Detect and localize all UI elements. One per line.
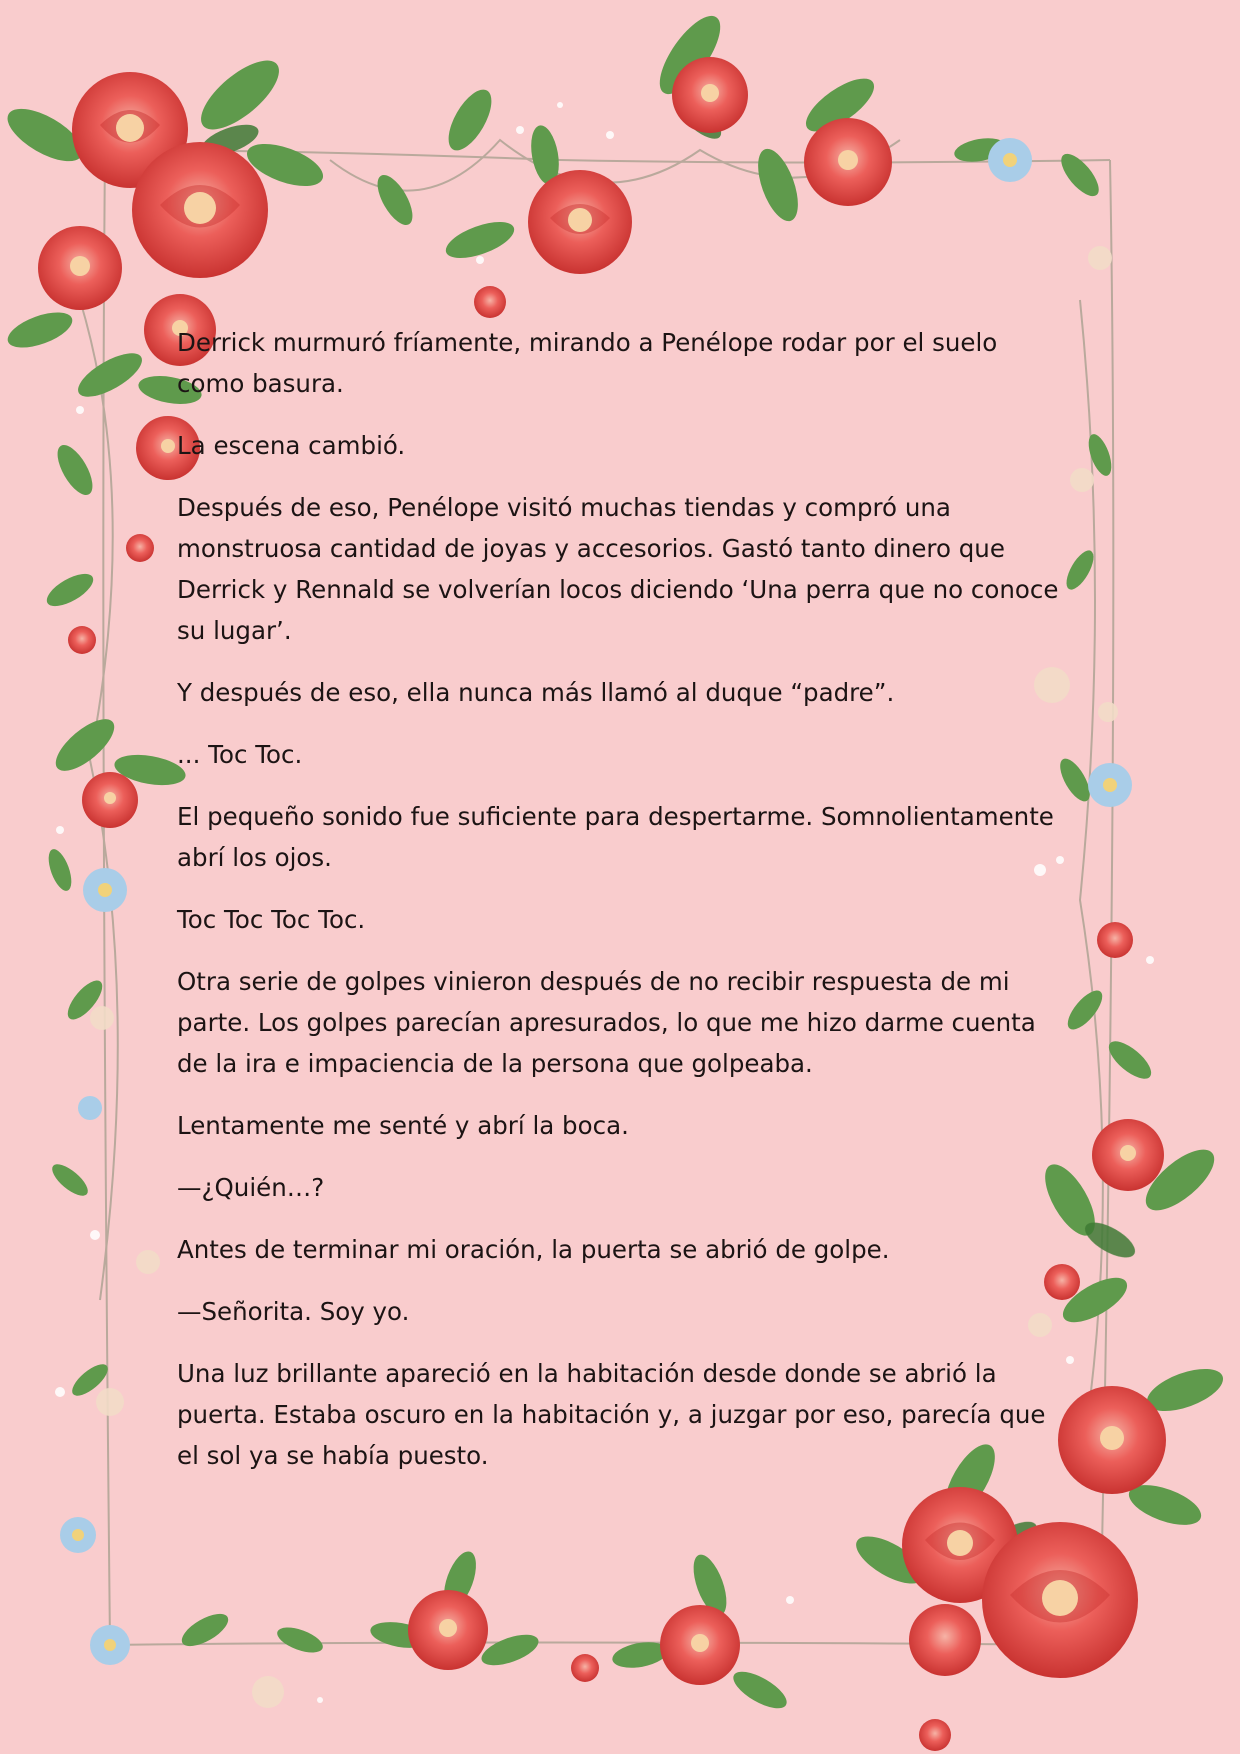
blue-flower	[90, 1625, 130, 1665]
paragraph: Una luz brillante apareció en la habitación desde donde se abrió la puerta. Estaba oscuro en la habitación y, a juzgar por eso, parecía que el sol ya se había puesto.	[177, 1359, 1046, 1470]
rose	[909, 1604, 981, 1676]
rose	[38, 226, 122, 310]
rose	[82, 772, 138, 828]
blue-flower	[60, 1517, 96, 1553]
rose	[571, 1654, 599, 1682]
rose	[474, 286, 506, 318]
rose	[126, 534, 154, 562]
paragraph: Toc Toc Toc Toc.	[177, 905, 366, 934]
paragraph: Lentamente me senté y abrí la boca.	[177, 1111, 629, 1140]
paragraph: ... Toc Toc.	[177, 740, 303, 769]
paragraph: Y después de eso, ella nunca más llamó al duque “padre”.	[177, 678, 895, 707]
rose	[132, 142, 268, 278]
blue-flower	[83, 868, 127, 912]
rose	[68, 626, 96, 654]
paragraph: El pequeño sonido fue suficiente para despertarme. Somnolientamente abrí los ojos.	[177, 802, 1054, 872]
paragraph: Otra serie de golpes vinieron después de no recibir respuesta de mi parte. Los golpes parecían apresurados, lo que me hizo darme cuenta de la ira e impaciencia de la persona que golpeaba.	[177, 967, 1036, 1078]
blue-flower	[988, 138, 1032, 182]
blue-flower	[78, 1096, 102, 1120]
rose	[1097, 922, 1133, 958]
rose	[672, 57, 748, 133]
story-text	[177, 322, 1067, 1497]
paragraph: Antes de terminar mi oración, la puerta se abrió de golpe.	[177, 1235, 890, 1264]
rose	[1092, 1119, 1164, 1191]
paragraph: —Señorita. Soy yo.	[177, 1297, 410, 1326]
paragraph: Derrick murmuró fríamente, mirando a Penélope rodar por el suelo como basura.	[177, 328, 998, 398]
rose	[804, 118, 892, 206]
rose	[1058, 1386, 1166, 1494]
rose	[919, 1719, 951, 1751]
paragraph: —¿Quién…?	[177, 1173, 325, 1202]
rose	[408, 1590, 488, 1670]
paragraph: Después de eso, Penélope visitó muchas tiendas y compró una monstruosa cantidad de joyas y accesorios. Gastó tanto dinero que Derrick y Rennald se volverían locos diciendo ‘Una perra que no conoce su lugar’.	[177, 493, 1059, 645]
rose	[528, 170, 632, 274]
paragraph: La escena cambió.	[177, 431, 406, 460]
rose	[660, 1605, 740, 1685]
blue-flower	[1088, 763, 1132, 807]
rose	[982, 1522, 1138, 1678]
